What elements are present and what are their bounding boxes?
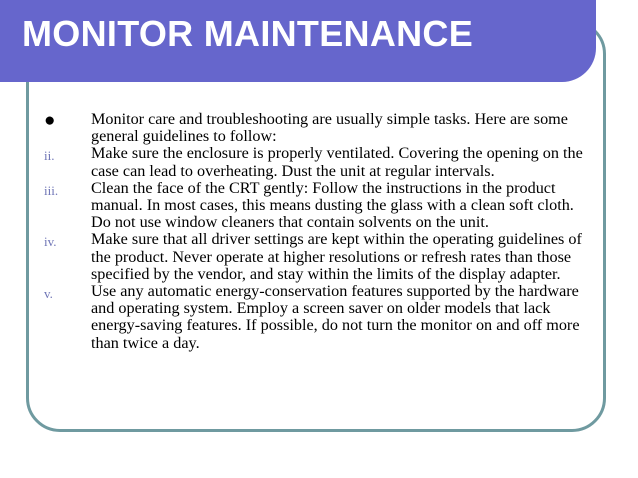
list-item-text: Monitor care and troubleshooting are usually simple tasks. Here are some general guidelines to follow: xyxy=(91,110,568,146)
list-item-number: iv. xyxy=(44,234,57,250)
title-bar xyxy=(0,0,596,82)
slide-title: MONITOR MAINTENANCE xyxy=(22,13,474,54)
list-item xyxy=(44,283,594,352)
list-item xyxy=(44,111,594,145)
list-item-text: Make sure the enclosure is properly ventilated. Covering the opening on the case can lead to overheating. Dust the unit at regular intervals. xyxy=(91,144,583,180)
list-item-number: v. xyxy=(44,286,53,302)
list-item xyxy=(44,145,594,179)
list-item-text: Use any automatic energy-conservation features supported by the hardware and operating system. Employ a screen saver on older models that lack energy-saving features. If possible, do not turn the monitor on and off more than twice a day. xyxy=(91,282,580,352)
list-item xyxy=(44,231,594,283)
list-item-number: iii. xyxy=(44,182,59,198)
list-item xyxy=(44,180,594,232)
list-item-text: Clean the face of the CRT gently: Follow the instructions in the product manual. In most cases, this means dusting the glass with a clean soft cloth. Do not use window cleaners that contain solvents on the unit. xyxy=(91,178,574,232)
guidelines-list xyxy=(44,111,594,352)
list-item-number: ii. xyxy=(44,148,55,164)
bullet-icon: ● xyxy=(44,110,56,131)
list-item-text: Make sure that all driver settings are kept within the operating guidelines of the product. Never operate at higher resolutions or refresh rates than those specified by the vendor, and stay within the limits of the display adapter. xyxy=(91,230,582,283)
